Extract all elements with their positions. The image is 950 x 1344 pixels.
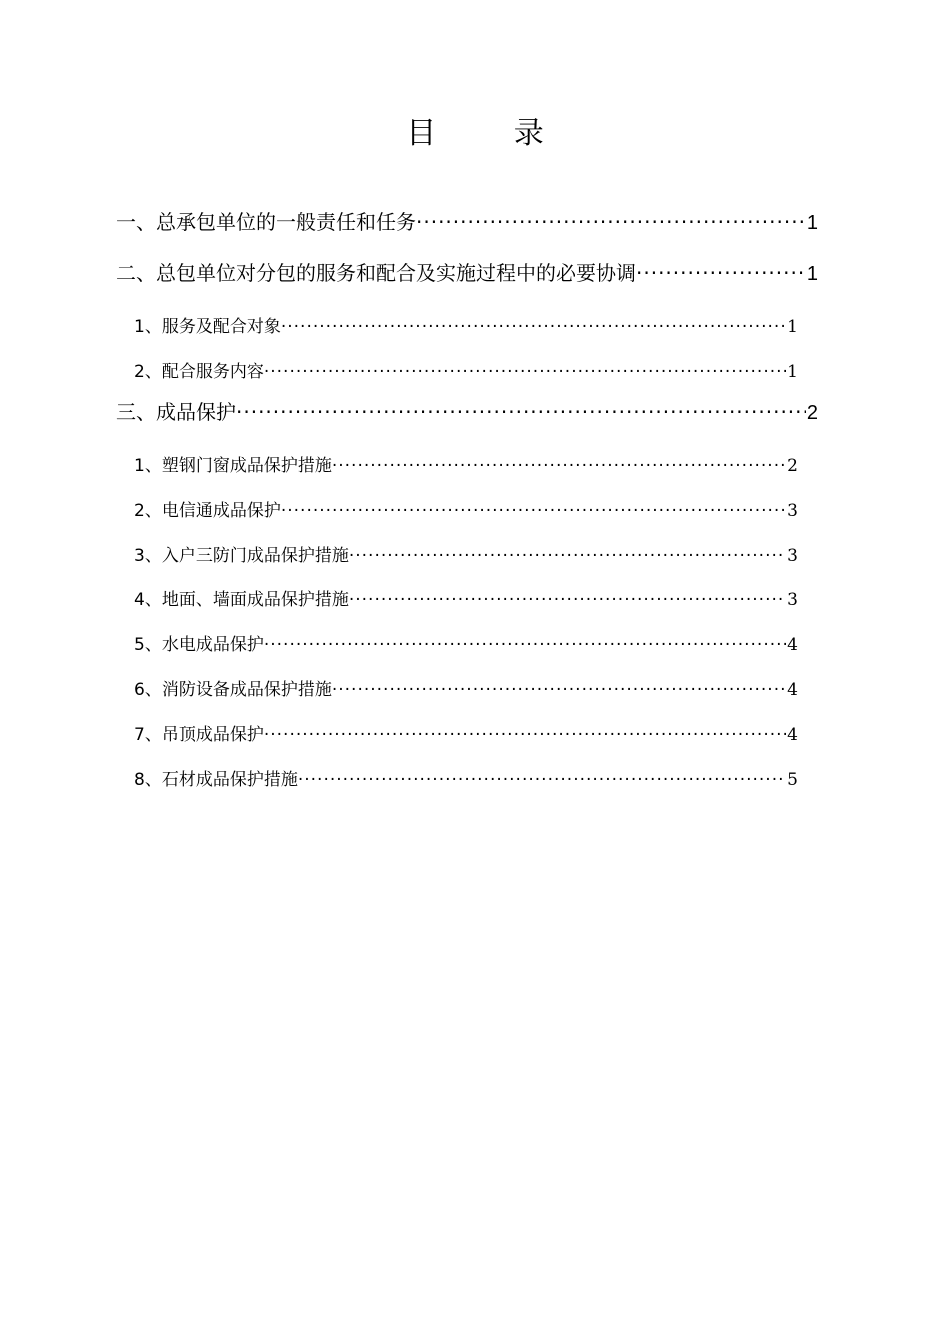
toc-dot-leader xyxy=(281,315,786,339)
toc-dot-leader xyxy=(332,454,786,478)
toc-dot-leader xyxy=(236,398,806,426)
toc-entry-section-3-4[interactable] xyxy=(134,588,798,612)
toc-entry-label: 三、成品保护 xyxy=(116,400,236,424)
toc-dot-leader xyxy=(349,588,786,612)
toc-dot-leader xyxy=(416,208,806,236)
toc-entry-label: 3、入户三防门成品保护措施 xyxy=(134,546,349,566)
toc-entry-label: 二、总包单位对分包的服务和配合及实施过程中的必要协调 xyxy=(116,261,636,285)
toc-dot-leader xyxy=(298,768,786,792)
toc-page-number: 1 xyxy=(806,263,818,285)
toc-entry-section-2[interactable] xyxy=(116,259,818,288)
toc-dot-leader xyxy=(349,544,786,568)
toc-entry-section-3-2[interactable] xyxy=(134,499,798,523)
toc-page-number: 3 xyxy=(787,590,798,610)
toc-page-number: 3 xyxy=(787,501,798,521)
toc-entry-section-2-2[interactable] xyxy=(134,360,798,384)
toc-page-number: 1 xyxy=(787,317,798,337)
toc-entry-label: 5、水电成品保护 xyxy=(134,635,264,655)
toc-page-number: 1 xyxy=(787,362,798,382)
toc-dot-leader xyxy=(264,360,786,384)
toc-dot-leader xyxy=(281,499,786,523)
toc-entry-section-1[interactable] xyxy=(116,208,818,237)
toc-page-number: 4 xyxy=(787,635,798,655)
toc-dot-leader xyxy=(636,259,806,287)
toc-page-number: 4 xyxy=(787,680,798,700)
toc-entry-section-3-7[interactable] xyxy=(134,723,798,747)
toc-entry-label: 1、服务及配合对象 xyxy=(134,317,281,337)
toc-entry-section-3-5[interactable] xyxy=(134,633,798,657)
toc-entry-label: 7、吊顶成品保护 xyxy=(134,725,264,745)
toc-entry-section-3-1[interactable] xyxy=(134,454,798,478)
toc-entry-section-3[interactable] xyxy=(116,398,818,427)
toc-dot-leader xyxy=(264,723,786,747)
toc-entry-label: 2、电信通成品保护 xyxy=(134,501,281,521)
toc-page-number: 2 xyxy=(787,456,798,476)
toc-entry-label: 4、地面、墙面成品保护措施 xyxy=(134,590,349,610)
page-title: 目 录 xyxy=(406,116,578,151)
toc-entry-label: 8、石材成品保护措施 xyxy=(134,770,298,790)
toc-page-number: 1 xyxy=(806,212,818,234)
toc-entry-section-3-6[interactable] xyxy=(134,678,798,702)
toc-page-number: 2 xyxy=(806,402,818,424)
toc-page-number: 4 xyxy=(787,725,798,745)
toc-page-number: 5 xyxy=(787,770,798,790)
toc-page-number: 3 xyxy=(787,546,798,566)
toc-dot-leader xyxy=(332,678,786,702)
toc-entry-section-3-3[interactable] xyxy=(134,544,798,568)
toc-dot-leader xyxy=(264,633,786,657)
toc-entry-section-3-8[interactable] xyxy=(134,768,798,792)
toc-entry-label: 一、总承包单位的一般责任和任务 xyxy=(116,210,416,234)
toc-entry-label: 2、配合服务内容 xyxy=(134,362,264,382)
toc-entry-label: 1、塑钢门窗成品保护措施 xyxy=(134,456,332,476)
toc-entry-section-2-1[interactable] xyxy=(134,315,798,339)
toc-entry-label: 6、消防设备成品保护措施 xyxy=(134,680,332,700)
